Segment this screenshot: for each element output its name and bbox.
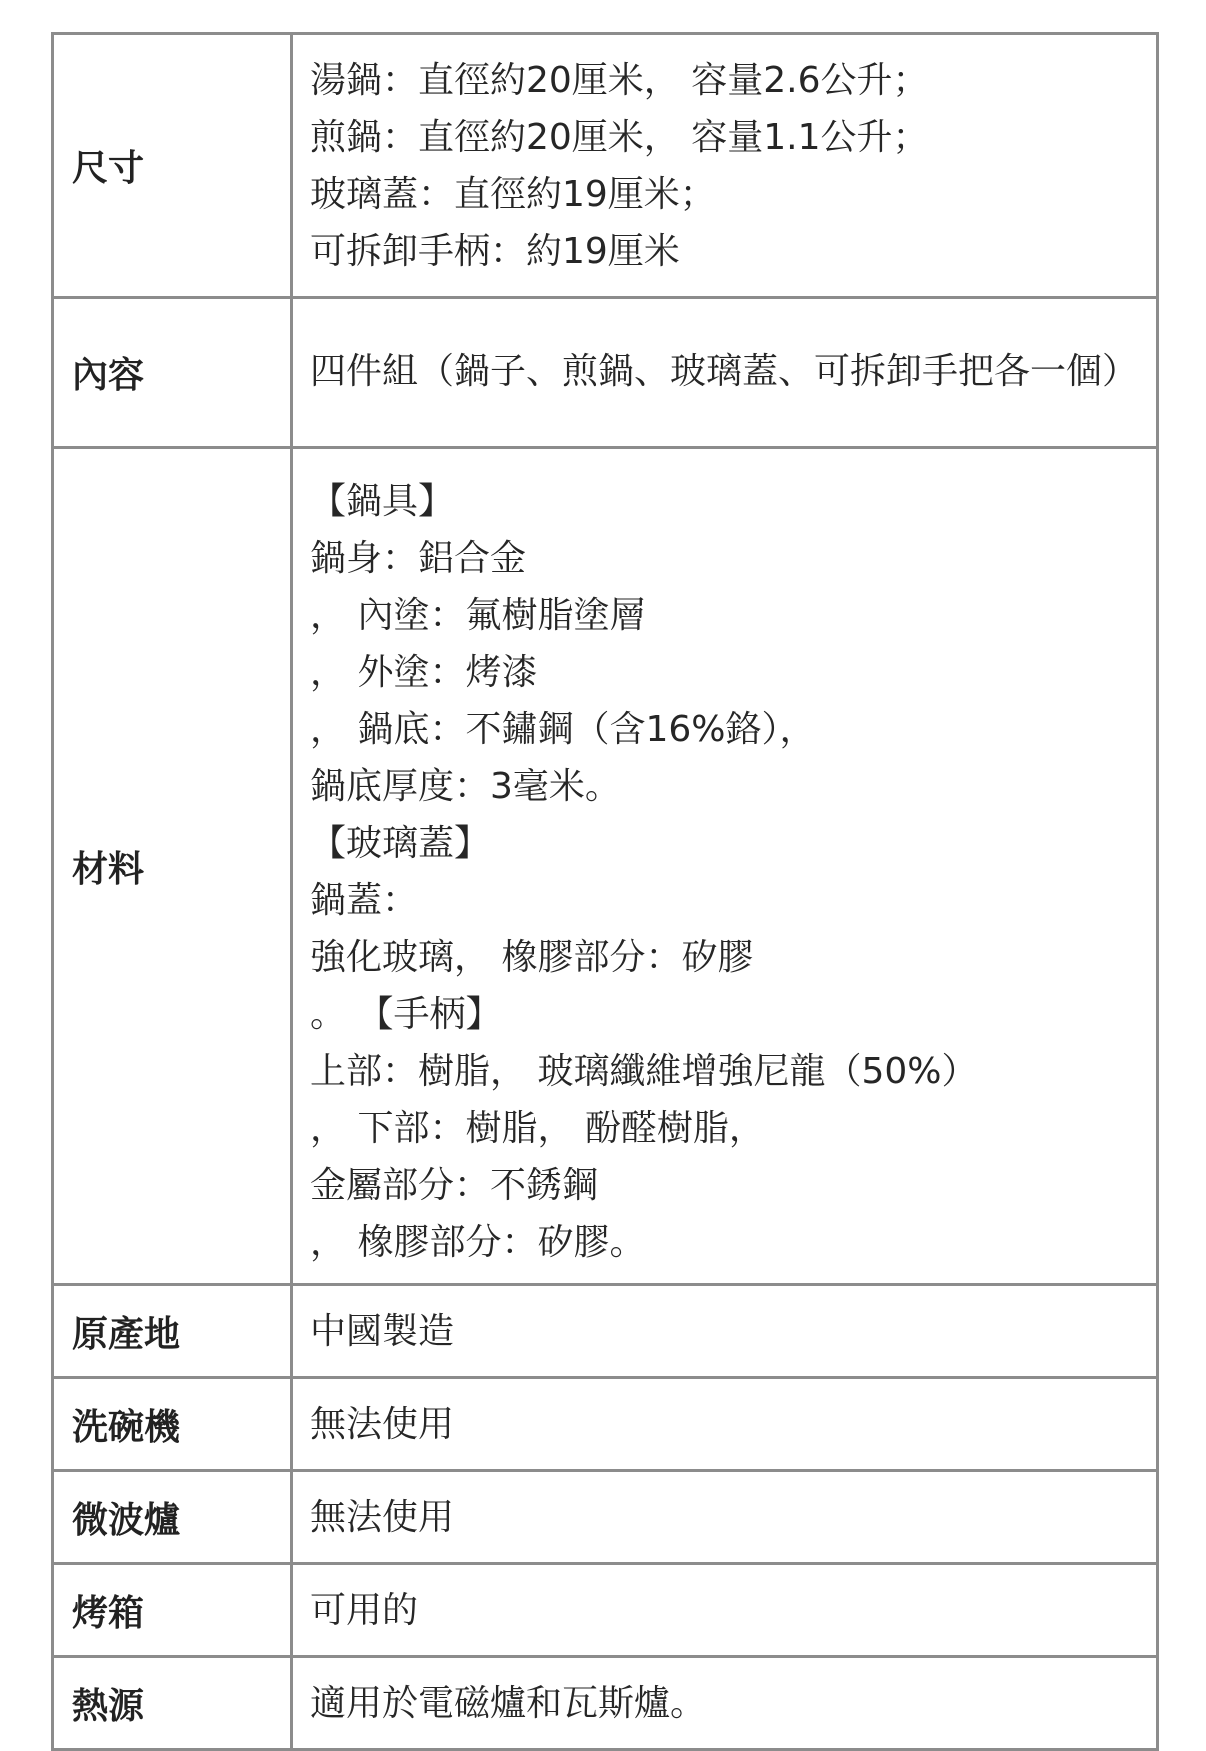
material-line: ， 橡膠部分：矽膠。 bbox=[310, 1222, 646, 1263]
material-line: ， 下部：樹脂， 酚醛樹脂， bbox=[310, 1108, 765, 1149]
spec-label-origin: 原產地 bbox=[53, 1285, 292, 1378]
spec-label-oven: 烤箱 bbox=[53, 1564, 292, 1657]
spec-table bbox=[51, 32, 1159, 1751]
spec-row-size bbox=[53, 34, 1158, 298]
spec-row-dishwasher bbox=[53, 1378, 1158, 1471]
material-line: ， 外塗：烤漆 bbox=[310, 652, 538, 693]
material-line: 【鍋具】 bbox=[310, 481, 455, 522]
contents-text: 四件組（鍋子、煎鍋、玻璃蓋、可拆卸手把各一個） bbox=[310, 350, 1139, 392]
material-line: 鍋蓋： bbox=[310, 880, 419, 921]
spec-row-heat-source bbox=[53, 1657, 1158, 1750]
material-line: 上部：樹脂， 玻璃纖維增強尼龍（50%） bbox=[310, 1051, 978, 1092]
spec-row-contents bbox=[53, 298, 1158, 448]
spec-label-microwave: 微波爐 bbox=[53, 1471, 292, 1564]
size-line-handle: 可拆卸手柄：約19厘米 bbox=[310, 230, 680, 272]
material-line: ， 內塗：氟樹脂塗層 bbox=[310, 595, 646, 636]
material-line: 強化玻璃， 橡膠部分：矽膠 bbox=[310, 937, 754, 978]
spec-value-dishwasher: 無法使用 bbox=[292, 1378, 1158, 1471]
spec-label-material: 材料 bbox=[53, 448, 292, 1285]
size-line-pan: 煎鍋：直徑約20厘米， 容量1.1公升； bbox=[310, 116, 929, 158]
material-line: 【玻璃蓋】 bbox=[310, 823, 491, 864]
spec-label-contents: 內容 bbox=[53, 298, 292, 448]
spec-row-oven bbox=[53, 1564, 1158, 1657]
spec-value-contents bbox=[292, 298, 1158, 448]
spec-value-microwave: 無法使用 bbox=[292, 1471, 1158, 1564]
material-line: 金屬部分：不銹鋼 bbox=[310, 1165, 599, 1206]
size-line-pot: 湯鍋：直徑約20厘米， 容量2.6公升； bbox=[310, 59, 929, 101]
material-line: 鍋底厚度：3毫米。 bbox=[310, 766, 621, 807]
spec-label-size: 尺寸 bbox=[53, 34, 292, 298]
spec-label-dishwasher: 洗碗機 bbox=[53, 1378, 292, 1471]
spec-value-origin: 中國製造 bbox=[292, 1285, 1158, 1378]
spec-value-material bbox=[292, 448, 1158, 1285]
spec-label-heat-source: 熱源 bbox=[53, 1657, 292, 1750]
material-line: 。 【手柄】 bbox=[310, 994, 502, 1035]
size-line-lid: 玻璃蓋：直徑約19厘米； bbox=[310, 173, 716, 215]
material-line: 鍋身：鋁合金 bbox=[310, 538, 527, 579]
spec-row-microwave bbox=[53, 1471, 1158, 1564]
spec-row-origin bbox=[53, 1285, 1158, 1378]
spec-value-oven: 可用的 bbox=[292, 1564, 1158, 1657]
spec-row-material bbox=[53, 448, 1158, 1285]
material-line: ， 鍋底：不鏽鋼（含16%鉻）， bbox=[310, 709, 816, 750]
spec-value-heat-source: 適用於電磁爐和瓦斯爐。 bbox=[292, 1657, 1158, 1750]
spec-value-size bbox=[292, 34, 1158, 298]
